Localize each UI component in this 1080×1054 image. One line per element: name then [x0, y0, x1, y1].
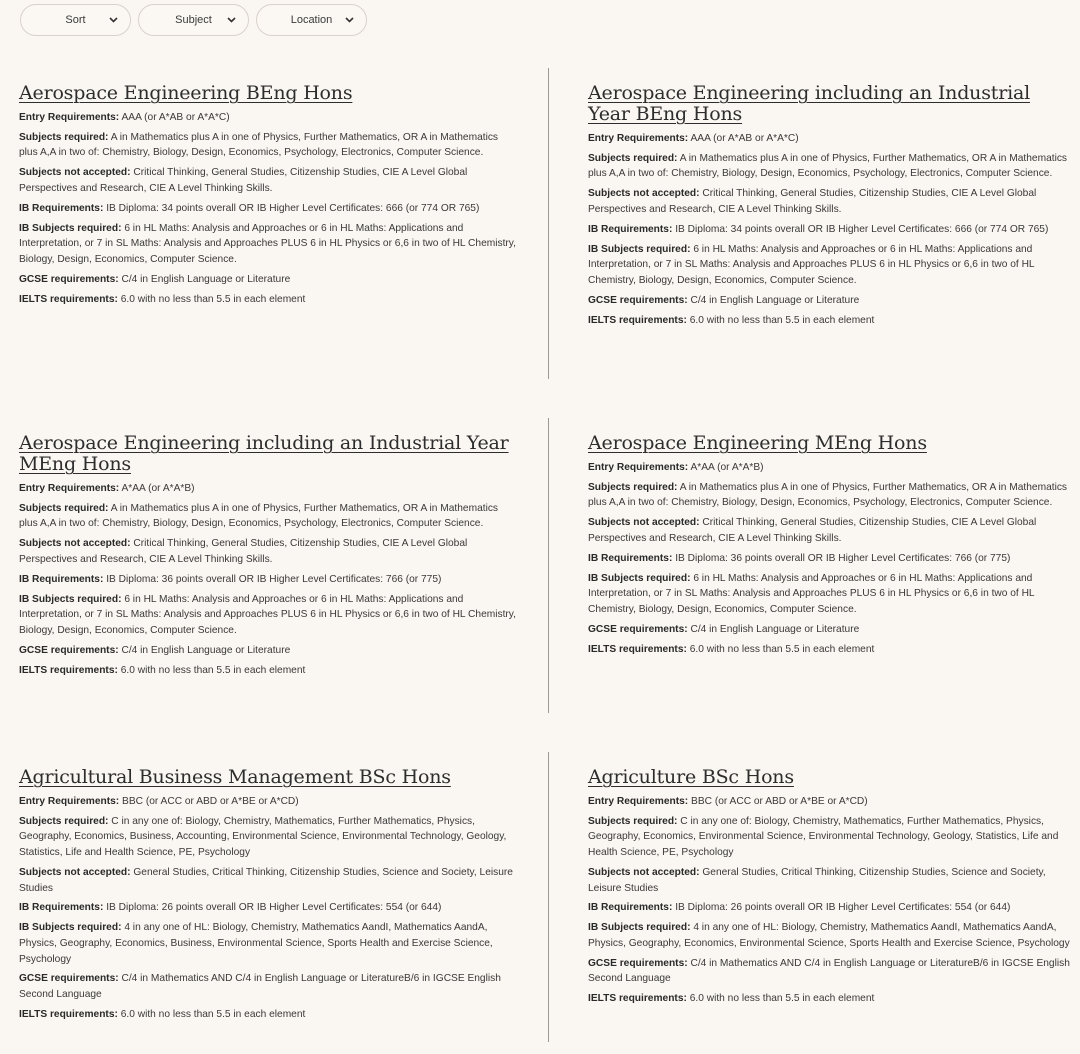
requirement-label: Entry Requirements:: [19, 112, 120, 123]
requirement-label: GCSE requirements:: [588, 623, 688, 635]
requirement-label: IB Subjects required:: [588, 572, 691, 584]
requirement-label: Subjects required:: [19, 502, 109, 514]
requirement-value: IB Diploma: 26 points overall OR IB Higher Level Certificates: 554 (or 644): [675, 902, 1011, 914]
requirement-label: IB Subjects required:: [588, 243, 691, 255]
requirement-value: BBC (or ACC or ABD or A*BE or A*CD): [122, 796, 299, 807]
course-title-link[interactable]: Aerospace Engineering MEng Hons: [588, 432, 927, 454]
requirement-line: [588, 551, 1074, 567]
requirement-value: IB Diploma: 36 points overall OR IB Higher Level Certificates: 766 (or 775): [106, 573, 442, 585]
requirement-line: [588, 991, 1074, 1007]
course-card: [588, 433, 1074, 662]
requirement-label: Subjects required:: [19, 815, 109, 827]
location-dropdown[interactable]: [256, 4, 367, 36]
requirement-value: IB Diploma: 34 points overall OR IB Higher Level Certificates: 666 (or 774 OR 765): [106, 202, 480, 214]
requirement-line: [588, 186, 1074, 217]
course-card: [19, 433, 519, 683]
requirement-label: Entry Requirements:: [588, 462, 689, 473]
requirement-label: IELTS requirements:: [588, 314, 687, 326]
course-card: [19, 767, 519, 1027]
requirement-line: [588, 131, 1074, 147]
requirement-value: 6 in HL Maths: Analysis and Approaches or 6 in HL Maths: Applications and Interpretation, or 7 in SL Maths: Analysis and Approaches PLUS 6 in HL Physics or 6,6 in two of HL Chemistry, Biology, Design, Economics, Computer Science.: [19, 593, 516, 636]
requirement-value: General Studies, Critical Thinking, Citizenship Studies, Science and Society, Leisure Studies: [588, 866, 1046, 894]
requirement-label: IB Subjects required:: [19, 922, 122, 934]
requirement-line: [19, 201, 519, 217]
requirement-value: BBC (or ACC or ABD or A*BE or A*CD): [691, 796, 868, 807]
requirement-value: IB Diploma: 36 points overall OR IB Higher Level Certificates: 766 (or 775): [675, 552, 1011, 564]
requirement-line: [19, 130, 519, 161]
requirement-label: Subjects required:: [588, 815, 678, 827]
column-divider: [548, 68, 549, 379]
requirement-value: A in Mathematics plus A in one of Physics, Further Mathematics, OR A in Mathematics plus A,A in two of: Chemistry, Biology, Design, Economics, Psychology, Electronics, Computer Science.: [19, 131, 499, 159]
requirement-line: [19, 165, 519, 196]
requirement-label: Subjects required:: [588, 152, 678, 164]
requirement-value: 6.0 with no less than 5.5 in each element: [689, 993, 875, 1005]
requirement-value: 6.0 with no less than 5.5 in each element: [120, 1008, 306, 1020]
requirement-line: [588, 151, 1074, 182]
requirement-line: [19, 1007, 519, 1023]
requirement-value: C in any one of: Biology, Chemistry, Mathematics, Further Mathematics, Physics, Geography, Economics, Business, Accounting, Environmental Science, Environmental Technology, Geology, Statistics, Life and Health Science, PE, Psychology: [19, 815, 507, 859]
requirement-value: C/4 in English Language or Literature: [121, 644, 291, 656]
course-title-link[interactable]: Aerospace Engineering BEng Hons: [19, 82, 353, 104]
requirement-line: [588, 956, 1074, 987]
requirement-line: [588, 814, 1074, 861]
requirement-line: [588, 642, 1074, 658]
requirement-label: GCSE requirements:: [19, 644, 119, 656]
requirement-line: [588, 794, 1074, 810]
requirement-line: [19, 814, 519, 861]
requirement-label: Subjects not accepted:: [19, 538, 131, 550]
requirement-label: GCSE requirements:: [588, 957, 688, 969]
requirement-line: [19, 643, 519, 659]
subject-dropdown[interactable]: [138, 4, 249, 36]
requirement-value: 4 in any one of HL: Biology, Chemistry, Mathematics AandI, Mathematics AandA, Physics, Geography, Economics, Business, Environmental Science, Sports Health and Exercise Science, Psychology: [19, 922, 493, 965]
requirement-line: [588, 920, 1074, 951]
requirement-line: [19, 221, 519, 268]
requirement-value: 6.0 with no less than 5.5 in each element: [120, 664, 306, 676]
course-title-link[interactable]: Aerospace Engineering including an Industrial Year BEng Hons: [588, 82, 1030, 125]
requirement-line: [588, 480, 1074, 511]
column-divider: [548, 752, 549, 1042]
course-card: [19, 83, 519, 312]
requirement-value: A*AA (or A*A*B): [690, 462, 764, 473]
requirement-value: C/4 in English Language or Literature: [690, 623, 860, 635]
requirement-line: [19, 663, 519, 679]
requirement-value: General Studies, Critical Thinking, Citizenship Studies, Science and Society, Leisure Studies: [19, 866, 513, 894]
requirement-label: Subjects not accepted:: [588, 866, 700, 878]
requirement-line: [19, 536, 519, 567]
requirement-line: [588, 865, 1074, 896]
requirement-value: IB Diploma: 34 points overall OR IB Higher Level Certificates: 666 (or 774 OR 765): [675, 223, 1049, 235]
requirement-line: [588, 571, 1074, 618]
requirement-label: IB Requirements:: [19, 202, 104, 214]
requirement-label: IB Requirements:: [588, 902, 673, 914]
requirement-label: IELTS requirements:: [19, 293, 118, 305]
requirement-label: IB Subjects required:: [19, 593, 122, 605]
requirement-line: [19, 794, 519, 810]
requirement-value: A in Mathematics plus A in one of Physics, Further Mathematics, OR A in Mathematics plus A,A in two of: Chemistry, Biology, Design, Economics, Psychology, Electronics, Computer Science.: [588, 481, 1068, 509]
requirement-line: [19, 900, 519, 916]
requirement-label: Entry Requirements:: [19, 796, 120, 807]
requirement-line: [588, 242, 1074, 289]
requirement-line: [19, 110, 519, 126]
requirement-label: GCSE requirements:: [19, 973, 119, 985]
requirement-label: Subjects required:: [19, 131, 109, 143]
course-title-link[interactable]: Agricultural Business Management BSc Hons: [19, 766, 451, 788]
location-dropdown-label: Location: [290, 14, 333, 26]
requirement-value: AAA (or A*AB or A*A*C): [690, 133, 799, 144]
requirement-value: A in Mathematics plus A in one of Physics, Further Mathematics, OR A in Mathematics plus A,A in two of: Chemistry, Biology, Design, Economics, Psychology, Electronics, Computer Science.: [19, 502, 499, 530]
requirement-line: [19, 272, 519, 288]
requirement-value: C/4 in English Language or Literature: [121, 273, 291, 285]
subject-dropdown-label: Subject: [175, 14, 212, 26]
requirement-line: [588, 460, 1074, 476]
requirement-line: [19, 971, 519, 1002]
sort-dropdown-label: Sort: [65, 14, 86, 26]
requirement-value: 6.0 with no less than 5.5 in each element: [689, 643, 875, 655]
requirement-line: [588, 313, 1074, 329]
column-divider: [548, 418, 549, 713]
chevron-down-icon: [344, 15, 355, 25]
requirement-value: A in Mathematics plus A in one of Physics, Further Mathematics, OR A in Mathematics plus A,A in two of: Chemistry, Biology, Design, Economics, Psychology, Electronics, Computer Science.: [588, 152, 1068, 180]
requirement-label: IB Requirements:: [19, 902, 104, 914]
requirement-value: AAA (or A*AB or A*A*C): [121, 112, 230, 123]
requirement-line: [19, 481, 519, 497]
requirement-label: IB Subjects required:: [588, 922, 691, 934]
requirement-value: 6 in HL Maths: Analysis and Approaches or 6 in HL Maths: Applications and Interpretation, or 7 in SL Maths: Analysis and Approaches PLUS 6 in HL Physics or 6,6 in two of HL Chemistry, Biology, Design, Economics, Computer Science.: [19, 222, 516, 265]
requirement-label: Subjects not accepted:: [588, 517, 700, 529]
course-title-link[interactable]: Agriculture BSc Hons: [588, 766, 794, 788]
requirement-line: [19, 292, 519, 308]
requirement-line: [588, 222, 1074, 238]
requirement-line: [19, 592, 519, 639]
chevron-down-icon: [226, 15, 237, 25]
requirement-label: GCSE requirements:: [588, 294, 688, 306]
requirement-value: 6.0 with no less than 5.5 in each element: [120, 293, 306, 305]
requirement-line: [19, 920, 519, 967]
requirement-line: [588, 900, 1074, 916]
requirement-value: 4 in any one of HL: Biology, Chemistry, Mathematics AandI, Mathematics AandA, Physics, Geography, Economics, Environmental Science, Sports Health and Exercise Science, Psychology: [588, 922, 1070, 949]
requirement-value: C in any one of: Biology, Chemistry, Mathematics, Further Mathematics, Physics, Geography, Economics, Environmental Science, Environmental Technology, Geology, Statistics, Life and Health Science, PE, Psychology: [588, 815, 1059, 859]
course-card: [588, 767, 1074, 1011]
requirement-value: 6 in HL Maths: Analysis and Approaches or 6 in HL Maths: Applications and Interpretation, or 7 in SL Maths: Analysis and Approaches PLUS 6 in HL Physics or 6,6 in two of HL Chemistry, Biology, Design, Economics, Computer Science.: [588, 572, 1035, 615]
requirement-value: C/4 in English Language or Literature: [690, 294, 860, 306]
requirement-label: Entry Requirements:: [588, 796, 689, 807]
requirement-label: IB Requirements:: [588, 552, 673, 564]
requirement-label: Subjects not accepted:: [19, 866, 131, 878]
requirement-label: Entry Requirements:: [19, 483, 120, 494]
requirement-line: [588, 515, 1074, 546]
requirement-label: IB Requirements:: [19, 573, 104, 585]
requirement-label: GCSE requirements:: [19, 273, 119, 285]
requirement-label: Subjects required:: [588, 481, 678, 493]
requirement-value: Critical Thinking, General Studies, Citizenship Studies, CIE A Level Global Perspectives and Research, CIE A Level Thinking Skills.: [19, 167, 468, 194]
requirement-label: IB Requirements:: [588, 223, 673, 235]
requirement-line: [588, 622, 1074, 638]
course-title-link[interactable]: Aerospace Engineering including an Industrial Year MEng Hons: [19, 432, 509, 475]
filter-bar: [20, 4, 367, 36]
requirement-label: IELTS requirements:: [19, 1008, 118, 1020]
requirement-value: C/4 in Mathematics AND C/4 in English Language or LiteratureB/6 in IGCSE English Second Language: [19, 973, 501, 1001]
requirement-label: IELTS requirements:: [588, 643, 687, 655]
requirement-value: C/4 in Mathematics AND C/4 in English Language or LiteratureB/6 in IGCSE English Second Language: [588, 957, 1070, 985]
course-card: [588, 83, 1074, 333]
requirement-line: [588, 293, 1074, 309]
chevron-down-icon: [108, 15, 119, 25]
requirement-label: IELTS requirements:: [588, 993, 687, 1005]
requirement-value: 6.0 with no less than 5.5 in each element: [689, 314, 875, 326]
requirement-value: IB Diploma: 26 points overall OR IB Higher Level Certificates: 554 (or 644): [106, 902, 442, 914]
requirement-value: Critical Thinking, General Studies, Citizenship Studies, CIE A Level Global Perspectives and Research, CIE A Level Thinking Skills.: [19, 538, 468, 565]
requirement-label: Subjects not accepted:: [19, 167, 131, 179]
sort-dropdown[interactable]: [20, 4, 131, 36]
requirement-value: 6 in HL Maths: Analysis and Approaches or 6 in HL Maths: Applications and Interpretation, or 7 in SL Maths: Analysis and Approaches PLUS 6 in HL Physics or 6,6 in two of HL Chemistry, Biology, Design, Economics, Computer Science.: [588, 243, 1035, 286]
requirement-label: Entry Requirements:: [588, 133, 689, 144]
requirement-label: Subjects not accepted:: [588, 188, 700, 200]
requirement-line: [19, 865, 519, 896]
requirement-value: Critical Thinking, General Studies, Citizenship Studies, CIE A Level Global Perspectives and Research, CIE A Level Thinking Skills.: [588, 517, 1037, 544]
requirement-label: IELTS requirements:: [19, 664, 118, 676]
requirement-line: [19, 572, 519, 588]
requirement-value: Critical Thinking, General Studies, Citizenship Studies, CIE A Level Global Perspectives and Research, CIE A Level Thinking Skills.: [588, 188, 1037, 215]
requirement-label: IB Subjects required:: [19, 222, 122, 234]
requirement-line: [19, 501, 519, 532]
requirement-value: A*AA (or A*A*B): [121, 483, 195, 494]
